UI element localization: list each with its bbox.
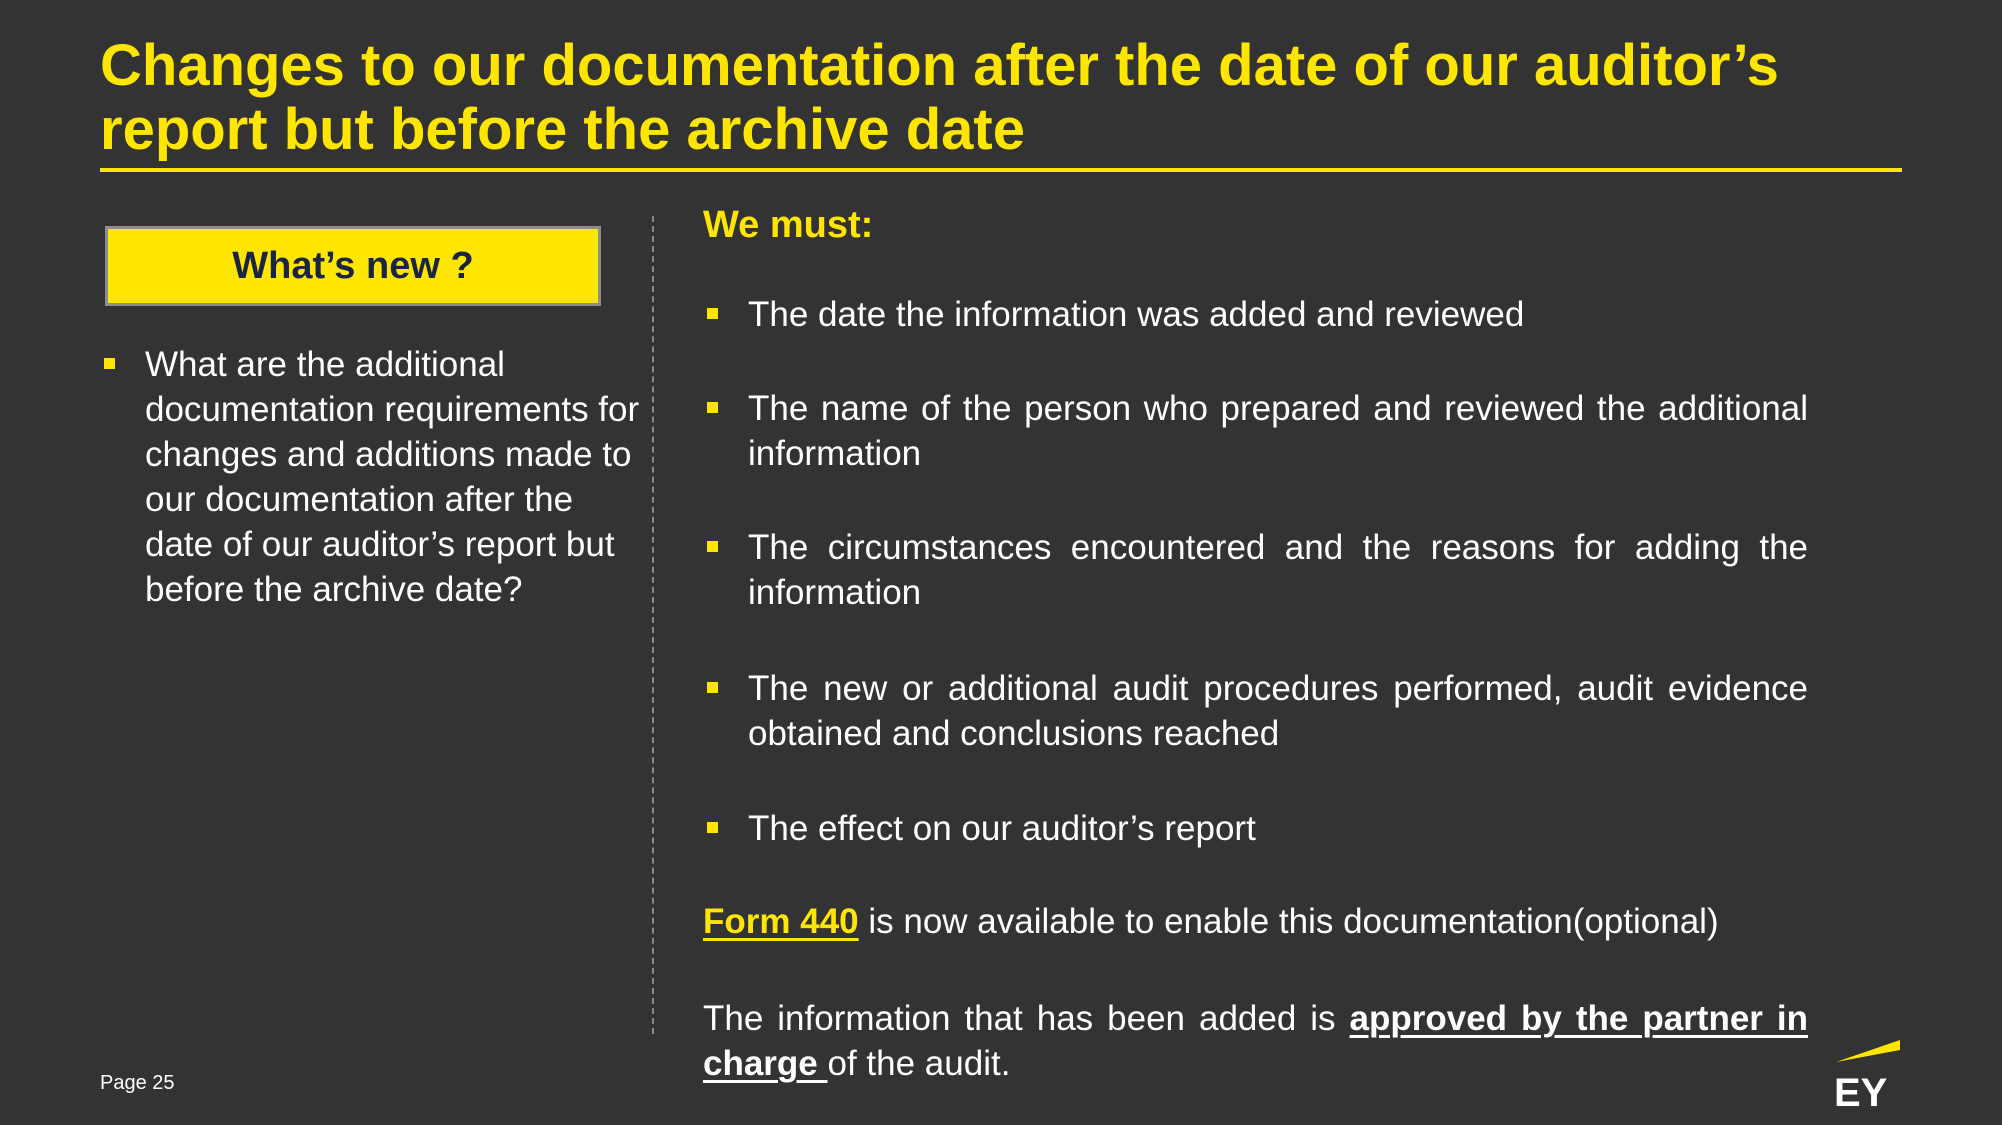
bullet-icon [707, 682, 718, 693]
left-bullet-item [100, 342, 640, 612]
ey-logo-text: EY [1834, 1071, 1888, 1108]
form-note [703, 899, 1808, 944]
form-440-link[interactable]: Form 440 [703, 902, 859, 941]
requirement-item [703, 292, 1808, 337]
requirement-item [703, 525, 1808, 615]
requirement-text: The date the information was added and reviewed [748, 295, 1525, 334]
bullet-icon [707, 822, 718, 833]
requirement-text: The effect on our auditor’s report [748, 809, 1256, 848]
requirement-text: The circumstances encountered and the reasons for adding the information [748, 528, 1808, 612]
ey-logo-icon [1832, 1036, 1904, 1108]
requirement-item [703, 806, 1808, 851]
whats-new-badge: What’s new ? [105, 226, 601, 306]
page-number: Page 25 [100, 1072, 175, 1094]
slide-title: Changes to our documentation after the date of our auditor’s report but before the archive date [100, 33, 1779, 162]
column-divider [652, 216, 654, 1034]
approval-prefix: The information that has been added is [703, 999, 1350, 1038]
requirement-item [703, 386, 1808, 476]
requirement-item [703, 666, 1808, 756]
requirement-text: The new or additional audit procedures performed, audit evidence obtained and conclusions reached [748, 669, 1808, 753]
bullet-icon [104, 358, 115, 369]
bullet-icon [707, 402, 718, 413]
left-bullet-text: What are the additional documentation requirements for changes and additions made to our documentation after the date of our auditor’s report but before the archive date? [145, 345, 640, 609]
bullet-icon [707, 308, 718, 319]
approval-emphasis: approved by the partner in charge [703, 999, 1808, 1083]
we-must-heading: We must: [703, 204, 874, 246]
requirement-text: The name of the person who prepared and reviewed the additional information [748, 389, 1808, 473]
approval-suffix: of the audit. [827, 1044, 1011, 1083]
approval-note [703, 996, 1808, 1086]
form-note-text: is now available to enable this documentation(optional) [858, 902, 1719, 941]
title-underline [100, 168, 1902, 172]
bullet-icon [707, 541, 718, 552]
